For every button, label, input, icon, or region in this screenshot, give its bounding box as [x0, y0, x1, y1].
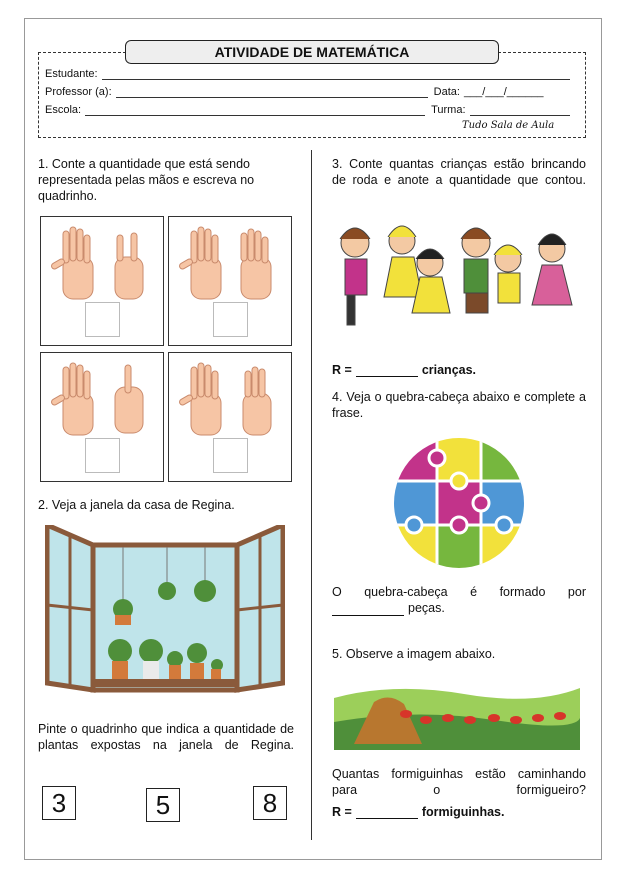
teacher-line: [45, 86, 570, 98]
student-line: [45, 68, 570, 80]
class-label: Turma:: [431, 104, 466, 116]
teacher-field[interactable]: [116, 87, 428, 98]
date-label: Data:: [433, 86, 460, 98]
column-divider: [311, 150, 312, 840]
hands-icon: [169, 353, 293, 443]
q5-answer: R = formiguinhas.: [332, 805, 505, 819]
answer-square-3[interactable]: [85, 438, 120, 473]
q5-question: Quantas formiguinhas estão caminhando para o formigueiro?: [332, 767, 586, 797]
school-label: Escola:: [45, 104, 82, 116]
answer-square-4[interactable]: [213, 438, 248, 473]
school-field[interactable]: [85, 105, 425, 116]
window-illustration: [45, 525, 285, 695]
q2-text: 2. Veja a janela da casa de Regina.: [38, 498, 235, 512]
puzzle-illustration: [392, 436, 526, 570]
date-field[interactable]: ___/___/______: [463, 86, 544, 98]
q5-answer-blank[interactable]: [356, 805, 418, 819]
q4-text: 4. Veja o quebra-cabeça abaixo e complete a frase.: [332, 390, 586, 420]
option-box-2[interactable]: 5: [146, 788, 180, 822]
answer-square-1[interactable]: [85, 302, 120, 337]
q3-answer: R = crianças.: [332, 363, 477, 377]
worksheet-title: ATIVIDADE DE MATEMÁTICA: [125, 40, 499, 64]
hand-cell-3: [40, 352, 164, 482]
q5-text: 5. Observe a imagem abaixo.: [332, 647, 496, 661]
student-field[interactable]: [102, 69, 570, 80]
q4-answer-blank[interactable]: [332, 602, 404, 616]
brand-logo: Tudo Sala de Aula: [462, 120, 555, 131]
q4-sentence-end-line: peças.: [332, 600, 445, 616]
answer-square-2[interactable]: [213, 302, 248, 337]
option-box-3[interactable]: 8: [253, 786, 287, 820]
hands-icon: [41, 353, 165, 443]
hand-cell-1: [40, 216, 164, 346]
teacher-label: Professor (a):: [45, 86, 112, 98]
hands-icon: [41, 217, 165, 307]
q3-text: 3. Conte quantas crianças estão brincando de roda e anote a quantidade que contou.: [332, 157, 586, 187]
q4-sentence-start: O quebra-cabeça é formado por: [332, 585, 586, 599]
hand-cell-4: [168, 352, 292, 482]
children-illustration: [330, 215, 582, 345]
class-field[interactable]: [470, 105, 570, 116]
school-line: [45, 104, 570, 116]
ants-illustration: [334, 678, 580, 750]
student-label: Estudante:: [45, 68, 98, 80]
q2-instruction: Pinte o quadrinho que indica a quantidade de plantas expostas na janela de Regina.: [38, 722, 294, 752]
hand-cell-2: [168, 216, 292, 346]
hands-icon: [169, 217, 293, 307]
q1-text: 1. Conte a quantidade que está sendo representada pelas mãos e escreva no quadrinho.: [38, 157, 255, 203]
q3-answer-blank[interactable]: [356, 363, 418, 377]
option-box-1[interactable]: 3: [42, 786, 76, 820]
